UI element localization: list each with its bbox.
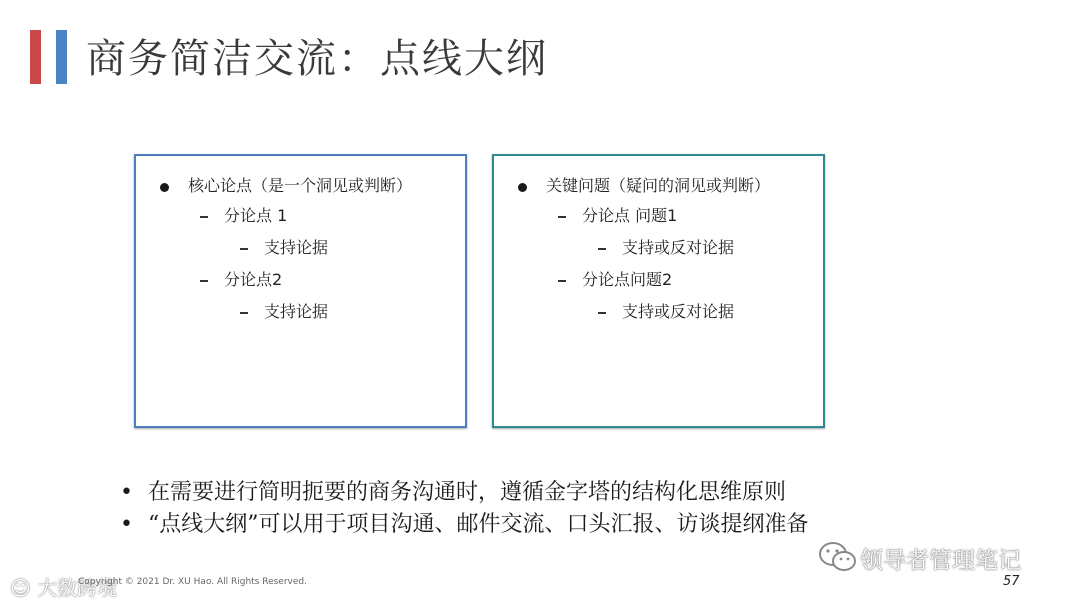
dash-marker [598,248,606,250]
sub-question-2: 分论点问题2 [582,270,673,289]
bullet-dot [160,183,169,192]
bullet-text-2: “点线大纲”可以用于项目沟通、邮件交流、口头汇报、访谈提纲准备 [148,512,809,537]
sub-point-2-support: 支持论据 [264,302,329,321]
bullet-dot: • [120,512,133,537]
watermark-logo-icon: ☺ [10,576,31,600]
bullet-dot [518,183,527,192]
sub-point-1: 分论点 1 [224,206,288,225]
dash-marker [240,248,248,250]
page-number: 57 [1003,574,1020,589]
core-point-outline-box [134,154,467,428]
bullet-dot: • [120,480,133,505]
watermark-left-text: 大数跨境 [37,576,118,600]
bullet-text-1: 在需要进行简明扼要的商务沟通时，遵循金字塔的结构化思维原则 [148,480,787,505]
sub-point-1-support: 支持论据 [264,238,329,257]
sub-question-2-support: 支持或反对论据 [622,302,735,321]
wechat-icon [818,540,858,574]
watermark-right [818,540,1021,574]
sub-point-2: 分论点2 [224,270,283,289]
core-point-label: 核心论点（是一个洞见或判断） [188,176,413,195]
sub-question-1-support: 支持或反对论据 [622,238,735,257]
watermark-right-text: 领导者管理笔记 [860,548,1021,574]
dash-marker [240,312,248,314]
sub-question-1: 分论点 问题1 [582,206,678,225]
dash-marker [558,216,566,218]
slide-title: 商务简洁交流：点线大纲 [86,36,548,82]
dash-marker [200,280,208,282]
dash-marker [558,280,566,282]
key-question-label: 关键问题（疑问的洞见或判断） [546,176,771,195]
copyright-text: Copyright © 2021 Dr. XU Hao. All Rights Reserved. [78,577,307,587]
key-question-outline-box [492,154,825,428]
title-accent-bar-red [30,30,41,84]
dash-marker [200,216,208,218]
title-accent-bar-blue [56,30,67,84]
dash-marker [598,312,606,314]
